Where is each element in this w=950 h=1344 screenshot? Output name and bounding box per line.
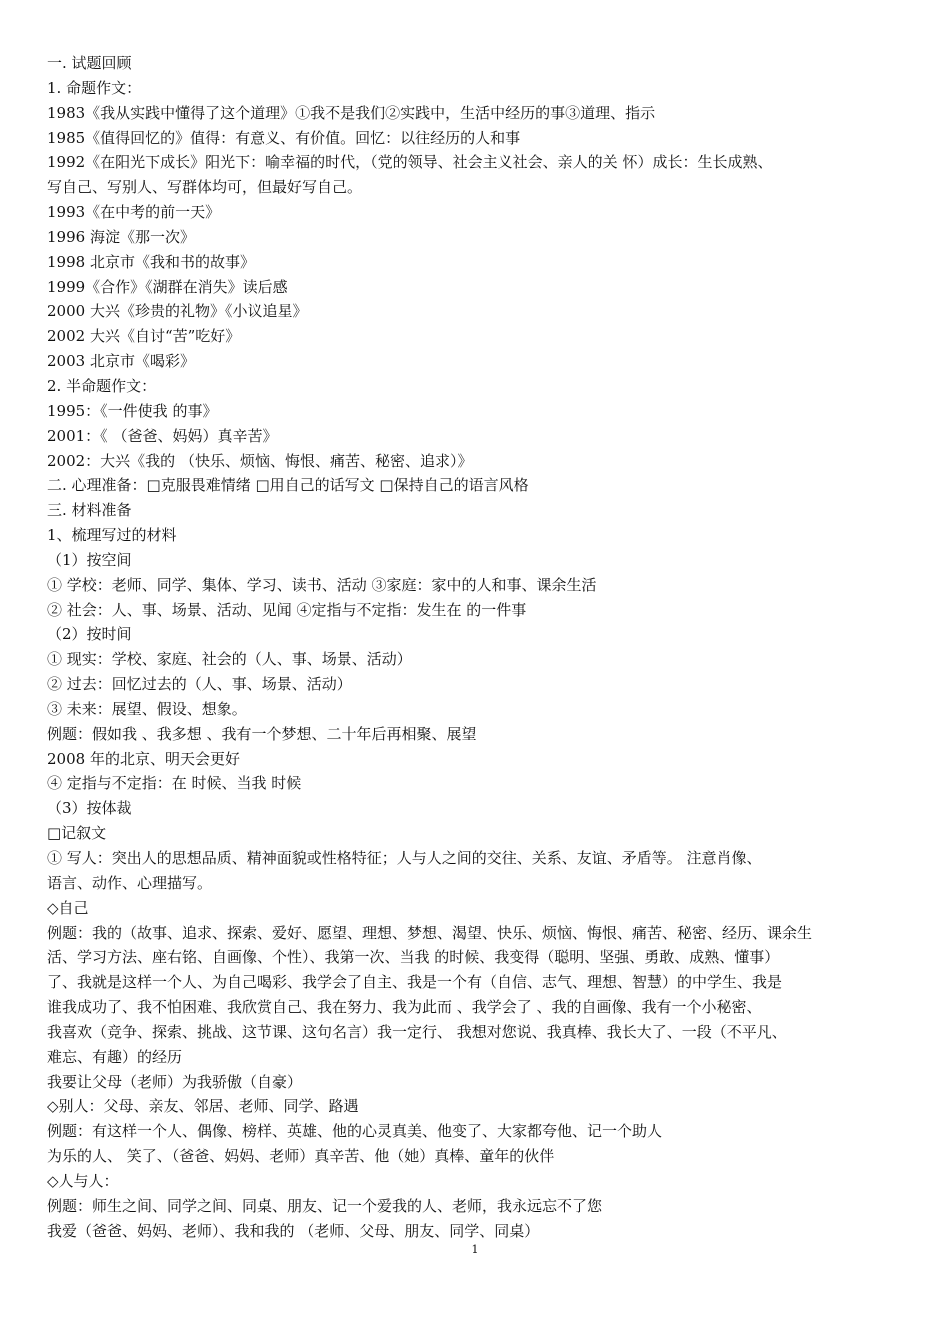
text-line: 写自己、写别人、写群体均可，但最好写自己。 [47, 178, 363, 197]
text-line: 2003 北京市《喝彩》 [47, 352, 195, 371]
text-line: （1）按空间 [47, 550, 132, 569]
text-line: 活、学习方法、座右铭、自画像、个性）、我第一次、当我 的时候、我变得（聪明、坚强、勇敢、成熟、懂事） [47, 948, 780, 967]
text-line: （2）按时间 [47, 625, 132, 644]
text-line: 1999《合作》《湖群在消失》读后感 [47, 277, 288, 296]
text-line: 1996 海淀《那一次》 [47, 227, 195, 246]
text-line: 我爱（爸爸、妈妈、老师）、我和我的 （老师、父母、朋友、同学、同桌） [47, 1221, 540, 1240]
text-line: 1992《在阳光下成长》阳光下：喻幸福的时代，（党的领导、社会主义社会、亲人的关 怀）成长：生长成熟、 [47, 153, 773, 172]
text-line: 了、我就是这样一个人、为自己喝彩、我学会了自主、我是一个有（自信、志气、理想、智慧）的中学生、我是 [47, 973, 783, 992]
text-line: ② 过去：回忆过去的（人、事、场景、活动） [47, 675, 352, 694]
text-line: ◇人与人： [47, 1171, 119, 1190]
text-line: 例题：有这样一个人、偶像、榜样、英雄、他的心灵真美、他变了、大家都夸他、记一个助人 [47, 1122, 663, 1141]
text-line: 例题：我的（故事、追求、探索、爱好、愿望、理想、梦想、渴望、快乐、烦恼、悔恨、痛苦、秘密、经历、课余生 [47, 923, 813, 942]
text-line: 2002：大兴《我的 （快乐、烦恼、悔恨、痛苦、秘密、追求）》 [47, 451, 473, 470]
text-line: 1983《我从实践中懂得了这个道理》①我不是我们②实践中，生活中经历的事③道理、指示 [47, 103, 656, 122]
text-line: □记叙文 [47, 824, 107, 843]
text-line: （3）按体裁 [47, 799, 132, 818]
text-line: 1、梳理写过的材料 [47, 526, 177, 545]
text-line: 三. 材料准备 [47, 501, 132, 520]
text-line: 例题：师生之间、同学之间、同桌、朋友、记一个爱我的人、老师，我永远忘不了您 [47, 1196, 603, 1215]
text-line: 一. 试题回顾 [47, 54, 132, 72]
text-line: 例题：假如我 、我多想 、我有一个梦想、二十年后再相聚、展望 [47, 724, 477, 743]
text-line: ① 学校：老师、同学、集体、学习、读书、活动 ③家庭：家中的人和事、课余生活 [47, 575, 597, 594]
text-line: ① 现实：学校、家庭、社会的（人、事、场景、活动） [47, 650, 412, 669]
text-line: 我喜欢（竞争、探索、挑战、这节课、这句名言）我一定行、 我想对您说、我真棒、我长大了、一段（不平凡、 [47, 1022, 787, 1041]
text-line: 1993《在中考的前一天》 [47, 203, 221, 222]
text-line: 2008 年的北京、明天会更好 [47, 749, 240, 768]
text-line: 2002 大兴《自讨“苦”吃好》 [47, 327, 241, 346]
text-line: 2. 半命题作文： [47, 376, 157, 395]
text-line: 2000 大兴《珍贵的礼物》《小议追星》 [47, 302, 308, 321]
text-line: 1998 北京市《我和书的故事》 [47, 252, 255, 271]
text-line: 1995：《一件使我 的事》 [47, 401, 218, 420]
text-line: ◇别人：父母、亲友、邻居、老师、同学、路遇 [47, 1097, 359, 1116]
document-body [47, 51, 909, 1244]
text-line: ② 社会：人、事、场景、活动、见闻 ④定指与不定指：发生在 的一件事 [47, 600, 527, 619]
text-line: 难忘、有趣）的经历 [47, 1047, 183, 1066]
text-line: 1985《值得回忆的》值得：有意义、有价值。回忆：以往经历的人和事 [47, 128, 521, 147]
text-line: ③ 未来：展望、假设、想象。 [47, 699, 247, 718]
text-line: 我要让父母（老师）为我骄傲（自豪） [47, 1072, 303, 1091]
text-line: ④ 定指与不定指：在 时候、当我 时候 [47, 774, 302, 793]
page-number: 1 [471, 1243, 479, 1256]
text-line: 为乐的人、 笑了、（爸爸、妈妈、老师）真辛苦、他（她）真棒、童年的伙伴 [47, 1147, 555, 1166]
text-line: 1. 命题作文： [47, 78, 142, 97]
text-line: 2001：《 （爸爸、妈妈）真辛苦》 [47, 426, 278, 445]
text-line: ◇自己 [47, 898, 89, 917]
text-line: 谁我成功了、我不怕困难、我欣赏自己、我在努力、我为此而 、我学会了 、我的自画像、我有一个小秘密、 [47, 998, 762, 1017]
text-line: 语言、动作、心理描写。 [47, 873, 213, 892]
text-line: ① 写人：突出人的思想品质、精神面貌或性格特征；人与人之间的交往、关系、友谊、矛盾等。 注意肖像、 [47, 849, 762, 867]
text-line: 二. 心理准备：□克服畏难情绪 □用自己的话写文 □保持自己的语言风格 [47, 476, 529, 495]
